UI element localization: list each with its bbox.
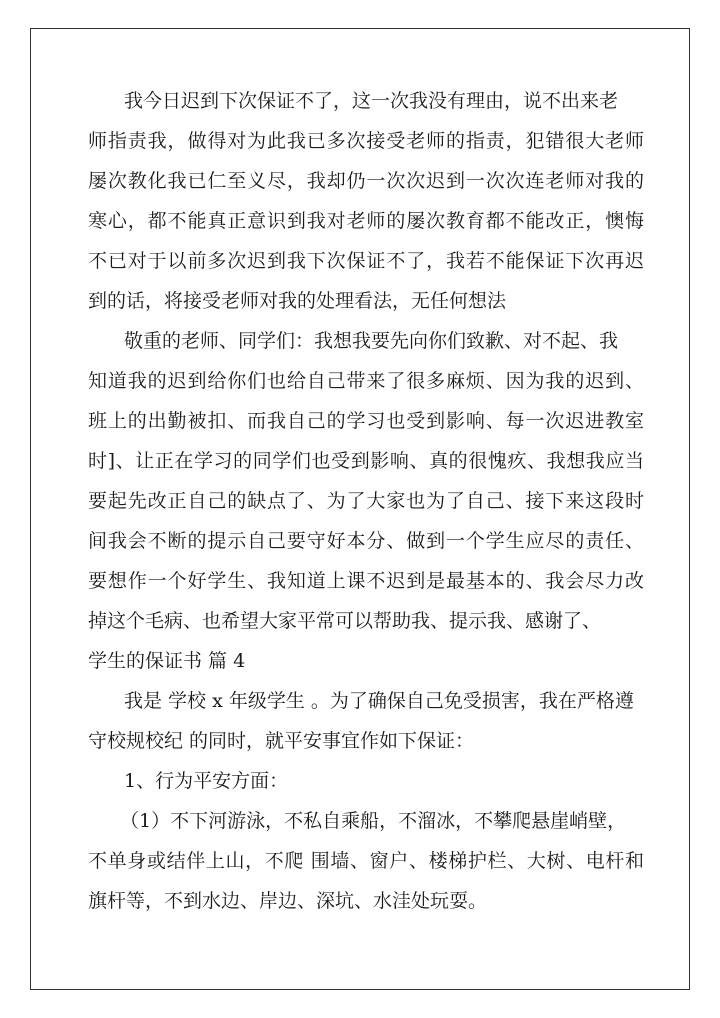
text-line: 旗杆等，不到水边、岸边、深坑、水洼处玩耍。 bbox=[88, 890, 488, 912]
text-line: 师指责我，做得对为此我已多次接受老师的指责，犯错很大老师 bbox=[88, 130, 644, 152]
text-line: 间我会不断的提示自己要守好本分、做到一个学生应尽的责任、 bbox=[88, 530, 644, 552]
text-line: 班上的出勤被扣、而我自己的学习也受到影响、每一次迟进教室 bbox=[88, 410, 644, 432]
text-line: 我今日迟到下次保证不了，这一次我没有理由，说不出来老 bbox=[124, 90, 619, 112]
text-line: 知道我的迟到给你们也给自己带来了很多麻烦、因为我的迟到、 bbox=[88, 370, 644, 392]
text-line: 屡次教化我已仁至义尽，我却仍一次次迟到一次次连老师对我的 bbox=[88, 170, 644, 192]
text-line: 要起先改正自己的缺点了、为了大家也为了自己、接下来这段时 bbox=[88, 490, 644, 512]
text-line: 掉这个毛病、也希望大家平常可以帮助我、提示我、感谢了、 bbox=[88, 610, 602, 632]
text-line: 时]、让正在学习的同学们也受到影响、真的很愧疚、我想我应当 bbox=[88, 450, 644, 472]
text-line: 不单身或结伴上山，不爬 围墙、窗户、楼梯护栏、大树、电杆和 bbox=[88, 850, 644, 872]
text-line: 寒心，都不能真正意识到我对老师的屡次教育都不能改正，懊悔 bbox=[88, 210, 644, 232]
text-line: 敬重的老师、同学们：我想我要先向你们致歉、对不起、我 bbox=[124, 330, 619, 352]
text-line: （1）不下河游泳，不私自乘船，不溜冰，不攀爬悬崖峭壁， bbox=[120, 810, 627, 832]
section-heading: 学生的保证书 篇 4 bbox=[88, 650, 246, 672]
text-line: 不已对于以前多次迟到我下次保证不了，我若不能保证下次再迟 bbox=[88, 250, 644, 272]
text-line: 1、行为平安方面： bbox=[124, 770, 289, 792]
text-line: 要想作一个好学生、我知道上课不迟到是最基本的、我会尽力改 bbox=[88, 570, 644, 592]
text-line: 我是 学校 x 年级学生 。为了确保自己免受损害，我在严格遵 bbox=[124, 690, 634, 712]
text-line: 守校规校纪 的同时，就平安事宜作如下保证： bbox=[88, 730, 475, 752]
text-line: 到的话，将接受老师对我的处理看法，无任何想法 bbox=[88, 290, 507, 312]
